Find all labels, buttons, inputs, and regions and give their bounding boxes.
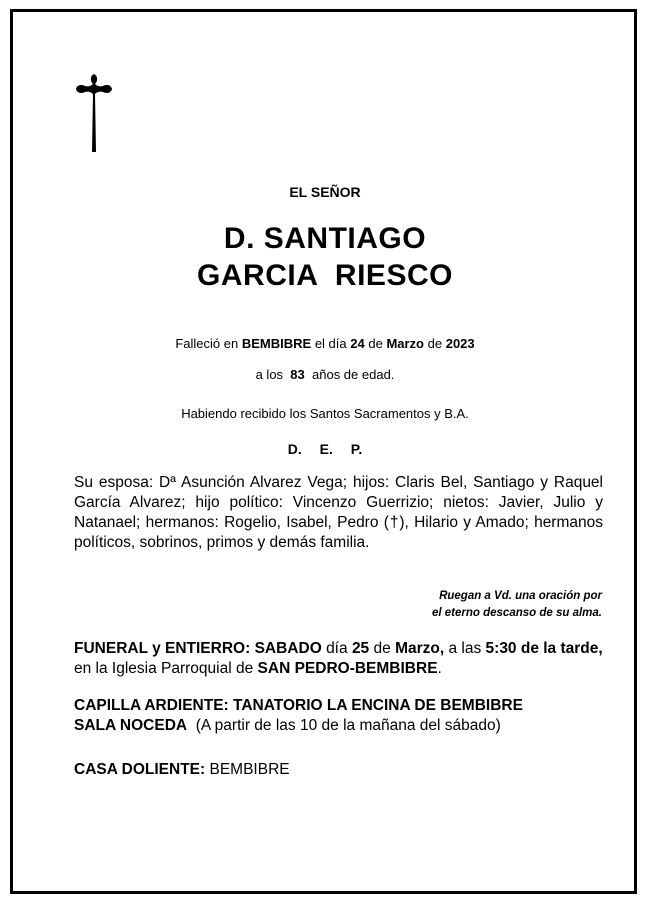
family-paragraph: Su esposa: Dª Asunción Alvarez Vega; hijos: Claris Bel, Santiago y Raquel García Alvarez; hijo político: Vincenzo Guerrizio; nietos: Javier, Julio y Natanael; hermanos: Rogelio, Isabel, Pedro (†), Hilario y Amado; hermanos políticos, sobrinos, primos y demás familia. [74,474,603,551]
deceased-name-line2: GARCIA RIESCO [197,259,453,292]
cross-icon [76,74,112,152]
mourning-house: CASA DOLIENTE: BEMBIBRE [74,761,290,778]
title-label: EL SEÑOR [289,184,361,200]
death-notice: Falleció en BEMBIBRE el día 24 de Marzo de 2023 [175,336,475,351]
dep-line: D. E. P. [287,441,363,457]
chapel-info: CAPILLA ARDIENTE: TANATORIO LA ENCINA DE BEMBIBRE SALA NOCEDA (A partir de las 10 de la mañana del sábado) [74,697,523,734]
age-line: a los 83 años de edad. [255,367,395,382]
funeral-info: FUNERAL y ENTIERRO: SABADO día 25 de Marzo, a las 5:30 de la tarde, en la Iglesia Parroquial de SAN PEDRO-BEMBIBRE. [74,640,603,677]
deceased-name-line1: D. SANTIAGO [223,222,427,255]
prayer-note: Ruegan a Vd. una oración por el eterno descanso de su alma. [431,590,602,619]
sacraments-line: Habiendo recibido los Santos Sacramentos y B.A. [181,406,469,421]
